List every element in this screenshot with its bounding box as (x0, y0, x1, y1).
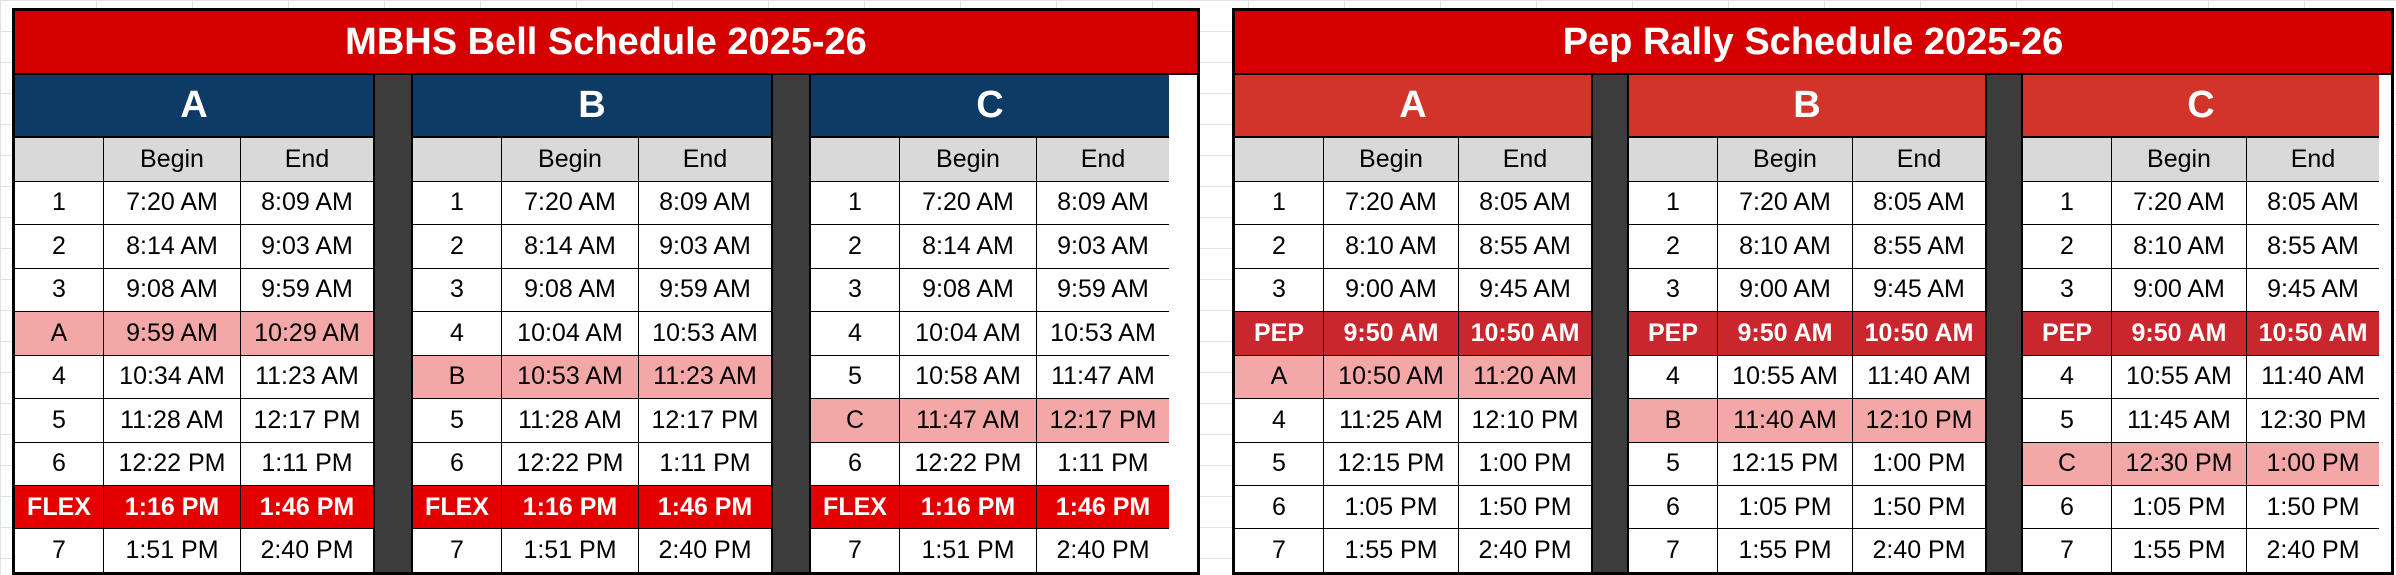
end-time: 8:55 AM (1873, 231, 1965, 260)
begin-time: 9:08 AM (104, 269, 241, 311)
period-row (1629, 312, 1985, 355)
period-label: 7 (811, 529, 900, 571)
column-header-row (2023, 138, 2379, 181)
pep-schedule-blocks (1235, 75, 2391, 572)
period-row (15, 356, 373, 399)
begin-time: Begin (2112, 138, 2247, 180)
period-label: 6 (811, 443, 900, 485)
end-time: 12:17 PM (253, 405, 361, 434)
begin-time: 7:20 AM (1324, 182, 1459, 224)
bell-block-separator (373, 75, 413, 572)
end-time: 1:11 PM (659, 449, 751, 478)
period-label: 2 (811, 225, 900, 267)
period-row (1629, 529, 1985, 571)
period-label: 4 (1629, 356, 1718, 398)
period-row (2023, 529, 2379, 571)
begin-time: 11:28 AM (502, 399, 639, 441)
begin-time: 10:53 AM (502, 356, 639, 398)
period-label: 3 (811, 269, 900, 311)
begin-time: 10:55 AM (1718, 356, 1853, 398)
period-label: FLEX (413, 486, 502, 528)
period-row (811, 399, 1169, 442)
begin-time: 1:05 PM (1324, 486, 1459, 528)
period-label: 5 (2023, 399, 2112, 441)
period-row (1235, 225, 1591, 268)
period-row (1235, 529, 1591, 571)
period-row (811, 182, 1169, 225)
begin-time: 9:00 AM (1718, 269, 1853, 311)
period-label: 4 (15, 356, 104, 398)
period-row (1235, 312, 1591, 355)
period-label: 1 (1629, 182, 1718, 224)
period-label: 5 (1235, 443, 1324, 485)
period-label: 5 (413, 399, 502, 441)
end-time: 9:03 AM (659, 231, 751, 260)
begin-time: 1:51 PM (502, 529, 639, 571)
end-time: 1:46 PM (639, 486, 771, 528)
period-label: 7 (15, 529, 104, 571)
period-label: 2 (1629, 225, 1718, 267)
period-row (811, 529, 1169, 571)
period-label: 3 (15, 269, 104, 311)
pep-block-separator (1985, 75, 2023, 572)
begin-time: 9:08 AM (502, 269, 639, 311)
begin-time: 1:55 PM (1324, 529, 1459, 571)
end-time: End (2247, 138, 2379, 180)
end-time: 9:59 AM (659, 275, 751, 304)
period-label (1235, 138, 1324, 180)
end-time: End (1037, 138, 1169, 180)
begin-time: 7:20 AM (104, 182, 241, 224)
begin-time: 9:59 AM (104, 312, 241, 354)
begin-time: 8:10 AM (2112, 225, 2247, 267)
begin-time: 12:22 PM (502, 443, 639, 485)
period-label: B (413, 356, 502, 398)
begin-time: Begin (1718, 138, 1853, 180)
period-row (413, 225, 771, 268)
begin-time: 7:20 AM (2112, 182, 2247, 224)
end-time: 2:40 PM (1056, 536, 1150, 565)
begin-time: 1:16 PM (900, 486, 1037, 528)
period-row (811, 486, 1169, 529)
period-row (15, 529, 373, 571)
end-time: 1:11 PM (1057, 449, 1149, 478)
period-row (811, 312, 1169, 355)
begin-time: 12:15 PM (1324, 443, 1459, 485)
end-time: 8:05 AM (1479, 188, 1571, 217)
period-label: 6 (2023, 486, 2112, 528)
period-row (15, 225, 373, 268)
begin-time: 1:05 PM (1718, 486, 1853, 528)
period-label: 2 (413, 225, 502, 267)
column-header-row (413, 138, 771, 181)
end-time: 8:09 AM (1057, 188, 1149, 217)
end-time: 1:00 PM (1872, 449, 1966, 478)
end-time: 9:03 AM (1057, 231, 1149, 260)
begin-time: 9:08 AM (900, 269, 1037, 311)
period-row (2023, 269, 2379, 312)
period-row (1235, 356, 1591, 399)
pep-block-a (1235, 75, 1591, 572)
pep-block-header: A (1235, 75, 1591, 138)
period-label (2023, 138, 2112, 180)
begin-time: 1:16 PM (104, 486, 241, 528)
period-row (1629, 356, 1985, 399)
end-time: 8:09 AM (261, 188, 353, 217)
period-row (413, 356, 771, 399)
period-row (811, 269, 1169, 312)
period-row (15, 182, 373, 225)
begin-time: 8:14 AM (104, 225, 241, 267)
period-row (413, 182, 771, 225)
begin-time: 9:50 AM (1324, 312, 1459, 354)
end-time: 1:00 PM (1478, 449, 1572, 478)
period-label: 5 (811, 356, 900, 398)
end-time: 9:45 AM (1479, 275, 1571, 304)
period-label: PEP (1629, 312, 1718, 354)
period-label: 7 (1629, 529, 1718, 571)
bell-block-header: B (413, 75, 771, 138)
period-label: 1 (811, 182, 900, 224)
period-label: 2 (1235, 225, 1324, 267)
period-row (1629, 399, 1985, 442)
period-row (1235, 182, 1591, 225)
period-row (413, 529, 771, 571)
period-label: 2 (15, 225, 104, 267)
column-header-row (1629, 138, 1985, 181)
end-time: 8:55 AM (2267, 231, 2359, 260)
pep-schedule-title: Pep Rally Schedule 2025-26 (1235, 11, 2391, 75)
end-time: 9:59 AM (1057, 275, 1149, 304)
begin-time: 12:15 PM (1718, 443, 1853, 485)
end-time: 11:23 AM (639, 356, 771, 398)
period-row (2023, 225, 2379, 268)
period-label: C (2023, 443, 2112, 485)
bell-schedule-blocks (15, 75, 1197, 572)
begin-time: 7:20 AM (900, 182, 1037, 224)
begin-time: 10:50 AM (1324, 356, 1459, 398)
period-label: 7 (413, 529, 502, 571)
end-time: 10:50 AM (2247, 312, 2379, 354)
pep-schedule-table (1232, 8, 2394, 575)
period-row (15, 443, 373, 486)
period-label: 1 (15, 182, 104, 224)
period-label: C (811, 399, 900, 441)
column-header-row (811, 138, 1169, 181)
begin-time: 9:50 AM (1718, 312, 1853, 354)
begin-time: 10:04 AM (502, 312, 639, 354)
end-time: 1:00 PM (2247, 443, 2379, 485)
begin-time: Begin (502, 138, 639, 180)
period-label: 1 (413, 182, 502, 224)
period-row (2023, 312, 2379, 355)
end-time: 10:53 AM (1050, 318, 1156, 347)
end-time: 8:05 AM (1873, 188, 1965, 217)
end-time: 12:17 PM (651, 405, 759, 434)
end-time: 11:23 AM (255, 362, 359, 391)
period-label: 1 (2023, 182, 2112, 224)
column-header-row (1235, 138, 1591, 181)
end-time: 1:50 PM (2266, 492, 2360, 521)
begin-time: 11:40 AM (1718, 399, 1853, 441)
end-time: 2:40 PM (260, 536, 354, 565)
period-row (413, 312, 771, 355)
end-time: 11:40 AM (1867, 362, 1971, 391)
period-row (413, 443, 771, 486)
begin-time: 11:45 AM (2112, 399, 2247, 441)
begin-time: 7:20 AM (502, 182, 639, 224)
period-row (1235, 269, 1591, 312)
end-time: 1:46 PM (241, 486, 373, 528)
period-row (1629, 443, 1985, 486)
bell-schedule-table (12, 8, 1200, 575)
end-time: 12:10 PM (1853, 399, 1985, 441)
period-label (15, 138, 104, 180)
period-label: 2 (2023, 225, 2112, 267)
period-row (811, 443, 1169, 486)
end-time: 10:50 AM (1459, 312, 1591, 354)
period-label: 4 (811, 312, 900, 354)
bell-block-separator (771, 75, 811, 572)
bell-block-b (413, 75, 771, 572)
end-time: 8:05 AM (2267, 188, 2359, 217)
begin-time: 1:55 PM (2112, 529, 2247, 571)
period-label: FLEX (811, 486, 900, 528)
begin-time: 10:58 AM (900, 356, 1037, 398)
begin-time: Begin (900, 138, 1037, 180)
begin-time: 12:30 PM (2112, 443, 2247, 485)
begin-time: 8:10 AM (1718, 225, 1853, 267)
period-label: 6 (15, 443, 104, 485)
period-label: 5 (15, 399, 104, 441)
begin-time: 9:00 AM (1324, 269, 1459, 311)
pep-block-header: C (2023, 75, 2379, 138)
begin-time: 8:14 AM (502, 225, 639, 267)
begin-time: 1:51 PM (900, 529, 1037, 571)
period-row (2023, 486, 2379, 529)
begin-time: 11:47 AM (900, 399, 1037, 441)
begin-time: 9:00 AM (2112, 269, 2247, 311)
end-time: 10:53 AM (652, 318, 758, 347)
bell-block-a (15, 75, 373, 572)
begin-time: 1:51 PM (104, 529, 241, 571)
period-label (1629, 138, 1718, 180)
period-row (2023, 443, 2379, 486)
begin-time: 10:55 AM (2112, 356, 2247, 398)
end-time: End (241, 138, 373, 180)
period-row (2023, 399, 2379, 442)
end-time: 10:29 AM (241, 312, 373, 354)
begin-time: 12:22 PM (900, 443, 1037, 485)
period-row (15, 399, 373, 442)
period-label (413, 138, 502, 180)
bell-block-c (811, 75, 1169, 572)
end-time: End (1853, 138, 1985, 180)
begin-time: 10:04 AM (900, 312, 1037, 354)
period-label: FLEX (15, 486, 104, 528)
period-row (1235, 399, 1591, 442)
period-row (2023, 356, 2379, 399)
end-time: 2:40 PM (658, 536, 752, 565)
period-row (2023, 182, 2379, 225)
pep-block-c (2023, 75, 2379, 572)
period-label: 3 (1235, 269, 1324, 311)
begin-time: Begin (104, 138, 241, 180)
begin-time: 12:22 PM (104, 443, 241, 485)
period-row (15, 486, 373, 529)
bell-schedule-title: MBHS Bell Schedule 2025-26 (15, 11, 1197, 75)
end-time: 1:50 PM (1478, 492, 1572, 521)
end-time: 1:50 PM (1872, 492, 1966, 521)
period-label: A (15, 312, 104, 354)
pep-block-header: B (1629, 75, 1985, 138)
period-row (15, 312, 373, 355)
end-time: 8:09 AM (659, 188, 751, 217)
period-row (15, 269, 373, 312)
begin-time: 10:34 AM (104, 356, 241, 398)
period-label: 4 (413, 312, 502, 354)
begin-time: 1:55 PM (1718, 529, 1853, 571)
period-row (811, 225, 1169, 268)
end-time: 9:59 AM (261, 275, 353, 304)
period-label: B (1629, 399, 1718, 441)
end-time: 12:10 PM (1471, 405, 1579, 434)
end-time: 2:40 PM (1872, 536, 1966, 565)
bell-block-header: C (811, 75, 1169, 138)
begin-time: 1:05 PM (2112, 486, 2247, 528)
column-header-row (15, 138, 373, 181)
period-row (1629, 182, 1985, 225)
period-label: PEP (1235, 312, 1324, 354)
period-label: A (1235, 356, 1324, 398)
period-label: 4 (1235, 399, 1324, 441)
end-time: 9:03 AM (261, 231, 353, 260)
end-time: 9:45 AM (2267, 275, 2359, 304)
period-label: PEP (2023, 312, 2112, 354)
period-row (413, 399, 771, 442)
period-label: 3 (2023, 269, 2112, 311)
end-time: 1:11 PM (261, 449, 353, 478)
period-label: 6 (1629, 486, 1718, 528)
period-label: 1 (1235, 182, 1324, 224)
period-label: 6 (1235, 486, 1324, 528)
period-row (1235, 443, 1591, 486)
bell-block-header: A (15, 75, 373, 138)
end-time: 2:40 PM (1478, 536, 1572, 565)
end-time: 1:46 PM (1037, 486, 1169, 528)
period-row (1235, 486, 1591, 529)
begin-time: 11:25 AM (1324, 399, 1459, 441)
begin-time: 11:28 AM (104, 399, 241, 441)
period-label: 3 (413, 269, 502, 311)
period-row (413, 486, 771, 529)
period-label (811, 138, 900, 180)
period-row (1629, 225, 1985, 268)
pep-block-b (1629, 75, 1985, 572)
end-time: 11:20 AM (1459, 356, 1591, 398)
period-label: 3 (1629, 269, 1718, 311)
end-time: 11:47 AM (1051, 362, 1155, 391)
period-label: 6 (413, 443, 502, 485)
pep-block-separator (1591, 75, 1629, 572)
begin-time: 8:14 AM (900, 225, 1037, 267)
end-time: End (639, 138, 771, 180)
begin-time: 9:50 AM (2112, 312, 2247, 354)
end-time: 9:45 AM (1873, 275, 1965, 304)
period-row (413, 269, 771, 312)
begin-time: 1:16 PM (502, 486, 639, 528)
period-row (1629, 269, 1985, 312)
end-time: 11:40 AM (2261, 362, 2365, 391)
end-time: 12:30 PM (2259, 405, 2367, 434)
period-row (1629, 486, 1985, 529)
period-label: 7 (1235, 529, 1324, 571)
end-time: 10:50 AM (1853, 312, 1985, 354)
begin-time: Begin (1324, 138, 1459, 180)
begin-time: 7:20 AM (1718, 182, 1853, 224)
begin-time: 8:10 AM (1324, 225, 1459, 267)
end-time: End (1459, 138, 1591, 180)
period-label: 5 (1629, 443, 1718, 485)
end-time: 2:40 PM (2266, 536, 2360, 565)
end-time: 8:55 AM (1479, 231, 1571, 260)
period-label: 7 (2023, 529, 2112, 571)
period-label: 4 (2023, 356, 2112, 398)
period-row (811, 356, 1169, 399)
end-time: 12:17 PM (1037, 399, 1169, 441)
